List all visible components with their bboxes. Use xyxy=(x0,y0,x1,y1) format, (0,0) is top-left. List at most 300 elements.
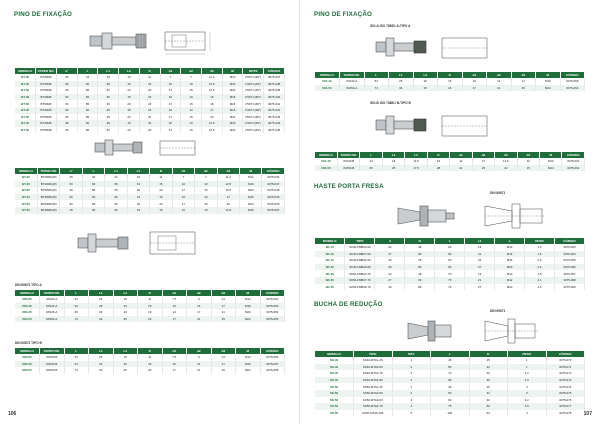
table-cell: 3 xyxy=(392,397,431,404)
table-header-cell: d2 xyxy=(195,168,217,174)
table-cell: 85 xyxy=(77,100,98,107)
table-cell: 19 xyxy=(113,296,138,303)
table-cell: 15 xyxy=(127,174,149,181)
table-cell: M16 xyxy=(222,107,243,114)
table-cell: 35 xyxy=(105,207,127,214)
table-cell: 35 xyxy=(98,120,119,127)
table-cell: 16.5 xyxy=(201,87,222,94)
table-row xyxy=(15,207,285,214)
table-cell: 48 xyxy=(405,244,435,251)
table-cell: M10 xyxy=(495,244,525,251)
table-cell: 60 xyxy=(431,397,470,404)
table-cell: 3075-074 xyxy=(546,383,585,390)
table-cell: 20 xyxy=(113,303,138,310)
table-cell: M16 xyxy=(222,120,243,127)
table-cell: M16 xyxy=(236,303,261,310)
table-cell: 10 xyxy=(181,94,202,101)
table-cell: 35 xyxy=(105,194,127,201)
table-cell: 10 xyxy=(160,107,181,114)
table-row xyxy=(15,309,285,316)
table-cell: DIN50-B xyxy=(40,367,65,374)
table-cell: 105 xyxy=(431,410,470,417)
table-cell: DIN40-A xyxy=(40,303,65,310)
table-cell: SK50-MTA1-45 xyxy=(354,383,393,390)
table-cell: BT50MK xyxy=(36,87,57,94)
table-cell: BT-40 xyxy=(15,194,37,201)
table-cell: 10 xyxy=(517,158,539,165)
table-header-cell: d3 xyxy=(201,68,222,74)
table-cell: M16 xyxy=(536,78,561,85)
din-type-a-table xyxy=(15,290,285,322)
table-cell: 24 xyxy=(89,354,114,361)
table-cell: 25 xyxy=(469,383,508,390)
table-header-cell: d2 xyxy=(472,152,494,158)
table-cell: 65 xyxy=(64,309,89,316)
table-cell: BT-50 xyxy=(15,187,37,194)
table-row xyxy=(315,165,585,172)
table-cell: 17 xyxy=(172,187,194,194)
table-cell: 15 xyxy=(181,127,202,134)
table-cell: M16 xyxy=(222,81,243,88)
table-cell: SK40-FMB40-60 xyxy=(345,264,375,271)
table-cell: BT40MK(W) xyxy=(37,194,59,201)
table-cell: BT-50 xyxy=(15,87,36,94)
table-cell: SK-40 xyxy=(315,244,345,251)
table-cell: 3075-065 xyxy=(555,257,585,264)
table-cell: SK-40 xyxy=(315,264,345,271)
iso-b-drawing xyxy=(370,106,500,146)
table-header-cell: d2 xyxy=(187,290,212,296)
table-header-cell: L xyxy=(64,290,89,296)
table-header-cell: L1 xyxy=(465,238,495,244)
haste-drawing xyxy=(390,196,560,236)
table-row xyxy=(15,74,285,81)
table-row xyxy=(15,87,285,94)
table-cell: BT-40 xyxy=(15,81,36,88)
table-cell: 3075-075 xyxy=(546,390,585,397)
table-cell: 45 xyxy=(56,127,77,134)
pull-stud-table-1 xyxy=(15,68,285,133)
din-type-b-label: DIN 69872 TIPO B xyxy=(15,341,42,345)
table-cell: 40 xyxy=(469,370,508,377)
table-header-cell: MODELO xyxy=(15,168,37,174)
table-cell: M16 xyxy=(540,158,562,165)
table-cell: SK50-FMB40-70 xyxy=(345,284,375,291)
table-cell: BT-40 xyxy=(15,207,37,214)
table-cell: 4 xyxy=(392,403,431,410)
table-cell: 12.5 xyxy=(217,181,239,188)
table-cell: 17 xyxy=(217,194,239,201)
table-cell: BT50MK xyxy=(36,114,57,121)
table-cell: M24 xyxy=(240,200,262,207)
table-cell: 25 xyxy=(113,367,138,374)
table-cell: 3 xyxy=(508,383,547,390)
table-cell: 3075-051 xyxy=(262,207,285,214)
table-cell: 45 xyxy=(56,120,77,127)
table-cell: M24 xyxy=(536,85,561,92)
table-cell: 3075-050 xyxy=(262,200,285,207)
table-cell: BT-50 xyxy=(15,200,37,207)
table-cell: 20 xyxy=(201,114,222,121)
table-cell: DIN40-B xyxy=(40,361,65,368)
pull-stud-drawing-1 xyxy=(80,22,230,62)
table-cell: 23 xyxy=(139,87,160,94)
table-header-cell: M xyxy=(240,168,262,174)
table-cell: SK-50 xyxy=(315,284,345,291)
table-cell: 23 xyxy=(139,100,160,107)
table-cell: SK-50 xyxy=(315,390,354,397)
table-cell: 21 xyxy=(465,277,495,284)
table-cell: BT50MK(W) xyxy=(37,200,59,207)
table-header-cell: d2 xyxy=(187,348,212,354)
table-cell: 3075-078 xyxy=(546,410,585,417)
table-cell: ISO40-B xyxy=(337,158,359,165)
table-cell: ISO-40 xyxy=(315,78,340,85)
table-header-cell: M xyxy=(222,68,243,74)
table-cell: 21 xyxy=(187,367,212,374)
table-cell: 60 xyxy=(60,181,82,188)
table-cell: M12 xyxy=(240,174,262,181)
table-cell: 10 xyxy=(181,81,202,88)
table-cell: SK-50 xyxy=(315,410,354,417)
table-cell: 63 xyxy=(469,410,508,417)
table-header-cell: TAPER NO. xyxy=(36,68,57,74)
table-cell: 21 xyxy=(211,309,236,316)
table-cell: 10 xyxy=(160,94,181,101)
table-cell: 89 xyxy=(405,264,435,271)
table-header-cell: L1 xyxy=(98,68,119,74)
table-cell: 3075-073 xyxy=(546,377,585,384)
table-cell: 15 xyxy=(438,78,463,85)
table-cell: 54 xyxy=(64,361,89,368)
table-cell: 27 xyxy=(465,284,495,291)
table-cell: 3075-039 xyxy=(264,87,285,94)
table-cell: 17 xyxy=(472,158,494,165)
table-cell: 2 xyxy=(392,390,431,397)
haste-din-label: DIN 69871 xyxy=(490,191,506,195)
table-cell: 2.4 xyxy=(525,264,555,271)
table-cell: 17 xyxy=(211,361,236,368)
table-header-cell: MODELO xyxy=(315,152,337,158)
table-cell: 15 xyxy=(119,74,140,81)
table-cell: M20 xyxy=(495,264,525,271)
table-cell: 20 xyxy=(119,127,140,134)
table-cell: 15 xyxy=(181,100,202,107)
table-cell: SK40-FMB32-60 xyxy=(345,257,375,264)
table-header-cell: L xyxy=(360,152,382,158)
table-body xyxy=(15,174,285,214)
table-cell: 15 xyxy=(119,107,140,114)
table-header-cell: L2 xyxy=(413,72,438,78)
table-header-cell: TAPER NO. xyxy=(40,348,65,354)
table-cell: 15 xyxy=(127,181,149,188)
table-body xyxy=(15,296,285,322)
table-row xyxy=(315,257,585,264)
table-header-cell: L2 xyxy=(405,152,427,158)
table-cell: 17 xyxy=(160,127,181,134)
table-header-cell: D xyxy=(138,290,163,296)
table-cell: DIN-40 xyxy=(15,303,40,310)
table-cell: 3075-038 xyxy=(264,81,285,88)
table-cell: 25 xyxy=(113,316,138,323)
table-row xyxy=(315,264,585,271)
table-cell: 20 xyxy=(119,100,140,107)
table-cell: 7 xyxy=(172,174,194,181)
table-header-cell: CÓDIGO xyxy=(562,152,585,158)
table-header-cell: MODELO xyxy=(15,290,40,296)
table-cell: 70 xyxy=(431,370,470,377)
table-body xyxy=(315,357,585,416)
page-number-left: 106 xyxy=(8,411,17,417)
table-cell: BT-30 xyxy=(15,174,37,181)
table-cell: P50T-1(90°) xyxy=(243,114,264,121)
table-cell: 23 xyxy=(113,309,138,316)
table-cell: BT-40 xyxy=(15,181,37,188)
table-cell: M12 xyxy=(222,74,243,81)
table-cell: 25 xyxy=(211,367,236,374)
table-cell: DIN50-A xyxy=(40,316,65,323)
table-cell: DIN-40 xyxy=(15,361,40,368)
table-cell: 4.6 xyxy=(525,284,555,291)
table-row xyxy=(15,194,285,201)
table-header-cell: MODELO xyxy=(15,68,36,74)
table-cell: SK-40 xyxy=(315,364,354,371)
table-cell: DIN-50 xyxy=(15,367,40,374)
table-cell: 45 xyxy=(56,81,77,88)
table-row xyxy=(315,251,585,258)
table-cell: 3075-040 xyxy=(264,94,285,101)
table-body xyxy=(15,74,285,133)
table-cell: 95 xyxy=(431,377,470,384)
table-row xyxy=(315,85,585,92)
table-cell: 27 xyxy=(375,251,405,258)
table-header-cell: L xyxy=(435,238,465,244)
table-cell: M12 xyxy=(495,251,525,258)
table-cell: P40T-1(90°) xyxy=(243,107,264,114)
table-cell: 17 xyxy=(172,200,194,207)
table-cell: 7 xyxy=(181,74,202,81)
table-row xyxy=(15,316,285,323)
table-cell: 90 xyxy=(60,200,82,207)
table-cell: 1 xyxy=(392,383,431,390)
table-cell: 23 xyxy=(438,85,463,92)
table-cell: 1 xyxy=(508,357,547,364)
table-cell: 11.5 xyxy=(405,158,427,165)
table-row xyxy=(315,377,585,384)
table-cell: 34 xyxy=(89,367,114,374)
table-row xyxy=(315,244,585,251)
table-header-cell: L2 xyxy=(113,290,138,296)
table-header-cell: TAPER NO. xyxy=(337,152,359,158)
table-cell: 13 xyxy=(211,296,236,303)
table-cell: 25 xyxy=(472,165,494,172)
table-cell: SK-40 xyxy=(315,370,354,377)
table-cell: 54 xyxy=(364,78,389,85)
table-cell: 19 xyxy=(465,270,495,277)
table-cell: 10 xyxy=(195,181,217,188)
table-row xyxy=(315,277,585,284)
table-cell: SK-50 xyxy=(315,397,354,404)
table-cell: 70 xyxy=(435,277,465,284)
pull-stud-table-2 xyxy=(15,168,285,214)
table-cell: BT40MK(W) xyxy=(37,207,59,214)
table-cell: 28 xyxy=(427,165,449,172)
table-cell: DIN45-A xyxy=(40,309,65,316)
table-cell: 11 xyxy=(150,174,172,181)
table-cell: 10 xyxy=(181,107,202,114)
table-cell: 60 xyxy=(56,74,77,81)
table-cell: 26 xyxy=(89,361,114,368)
iso-b-table xyxy=(315,152,585,171)
table-cell: 1 xyxy=(392,357,431,364)
table-cell: 15 xyxy=(127,207,149,214)
table-cell: 74 xyxy=(364,85,389,92)
table-cell: 3075-056 xyxy=(260,354,285,361)
haste-section-title: HASTE PORTA FRESA xyxy=(314,183,384,190)
table-cell: 14 xyxy=(162,309,187,316)
page-number-right: 107 xyxy=(583,411,592,417)
table-cell: 85 xyxy=(82,200,104,207)
bucha-table xyxy=(315,351,585,416)
table-cell: 23 xyxy=(150,187,172,194)
table-cell: 15 xyxy=(127,194,149,201)
table-cell: 10 xyxy=(181,120,202,127)
table-cell: SK-40 xyxy=(315,357,354,364)
table-cell: ISO-50 xyxy=(315,85,340,92)
table-body xyxy=(315,78,585,91)
table-cell: 4.1 xyxy=(525,277,555,284)
table-header-cell: a xyxy=(495,238,525,244)
table-cell: 7.5 xyxy=(162,296,187,303)
table-cell: 1 xyxy=(508,364,547,371)
table-cell: M16 xyxy=(240,181,262,188)
table-cell: M12 xyxy=(236,296,261,303)
table-cell: BT-30 xyxy=(15,74,36,81)
table-cell: 3075-068 xyxy=(555,277,585,284)
table-header-cell: MODELO xyxy=(15,348,40,354)
table-cell: BT30MK xyxy=(36,74,57,81)
table-cell: 45 xyxy=(431,357,470,364)
table-cell: SK-40 xyxy=(315,377,354,384)
table-header-cell: α° xyxy=(60,168,82,174)
table-body xyxy=(15,354,285,374)
table-cell: 23 xyxy=(138,367,163,374)
table-cell: 3075-059 xyxy=(560,78,585,85)
table-row xyxy=(315,357,585,364)
iso-a-drawing xyxy=(370,30,500,68)
table-cell: 15 xyxy=(181,87,202,94)
table-cell: 9 xyxy=(187,354,212,361)
table-cell: 26 xyxy=(89,303,114,310)
table-cell: 15 xyxy=(139,81,160,88)
table-cell: 12.5 xyxy=(201,120,222,127)
din-type-b-table xyxy=(15,348,285,374)
table-cell: 19 xyxy=(138,309,163,316)
table-cell: M24 xyxy=(240,187,262,194)
table-cell: 19 xyxy=(465,244,495,251)
table-cell: 25 xyxy=(382,165,404,172)
table-cell: ISO-40 xyxy=(315,158,337,165)
table-cell: 15 xyxy=(139,120,160,127)
table-cell: 70 xyxy=(435,270,465,277)
table-row xyxy=(315,390,585,397)
table-header-cell: d4 xyxy=(517,152,539,158)
table-cell: 25 xyxy=(413,85,438,92)
table-cell: 3075-060 xyxy=(560,85,585,92)
table-cell: ISO-50 xyxy=(315,165,337,172)
table-cell: 23 xyxy=(139,127,160,134)
table-cell: 13 xyxy=(211,354,236,361)
table-cell: 50 xyxy=(431,390,470,397)
table-cell: P30T-1(45°) xyxy=(243,74,264,81)
table-cell: 20 xyxy=(119,114,140,121)
table-row xyxy=(315,78,585,85)
table-cell: 3075-071 xyxy=(546,364,585,371)
table-cell: 65 xyxy=(360,165,382,172)
table-cell: M10 xyxy=(495,270,525,277)
table-cell: 15 xyxy=(150,207,172,214)
iso-a-label: ISO-A ISO 7388/1 A-TIPO A xyxy=(370,24,411,28)
table-cell: 7.5 xyxy=(162,354,187,361)
table-cell: 3075-052 xyxy=(260,296,285,303)
table-cell: 15 xyxy=(138,303,163,310)
table-cell: 7 xyxy=(195,174,217,181)
table-cell: 3.5 xyxy=(508,403,547,410)
table-header-cell: L2 xyxy=(119,68,140,74)
table-cell: 3075-062 xyxy=(562,165,585,172)
table-cell: 16.5 xyxy=(201,127,222,134)
table-cell: 24 xyxy=(465,257,495,264)
table-cell: 75 xyxy=(431,403,470,410)
table-cell: 85 xyxy=(77,127,98,134)
table-cell: 15 xyxy=(119,94,140,101)
table-cell: 1.6 xyxy=(508,377,547,384)
table-row xyxy=(15,174,285,181)
table-row xyxy=(15,100,285,107)
table-cell: 32 xyxy=(375,257,405,264)
table-cell: 12.5 xyxy=(201,81,222,88)
table-row xyxy=(315,383,585,390)
table-cell: SK40-MTA4-95 xyxy=(354,377,393,384)
table-row xyxy=(315,397,585,404)
table-header-cell: PESO xyxy=(508,351,547,357)
table-cell: M16 xyxy=(222,94,243,101)
table-header-cell: d2 xyxy=(181,68,202,74)
table-cell: 3075-077 xyxy=(546,403,585,410)
table-cell: M16 xyxy=(240,194,262,201)
table-cell: 60 xyxy=(435,257,465,264)
table-cell: 25 xyxy=(511,85,536,92)
table-cell: 15 xyxy=(517,165,539,172)
table-cell: 60 xyxy=(56,100,77,107)
table-header-cell: PESO xyxy=(525,238,555,244)
table-cell: 35 xyxy=(98,107,119,114)
table-cell: 4 xyxy=(392,377,431,384)
table-cell: 60 xyxy=(82,194,104,201)
bucha-drawing xyxy=(400,313,550,349)
table-cell: 2 xyxy=(392,364,431,371)
table-cell: DIN-30 xyxy=(15,354,40,361)
table-cell: 27 xyxy=(465,264,495,271)
iso-a-table xyxy=(315,72,585,91)
table-cell: ISO50-A xyxy=(340,85,365,92)
table-cell: 44 xyxy=(82,174,104,181)
table-cell: M24 xyxy=(222,127,243,134)
table-cell: 3075-072 xyxy=(546,370,585,377)
table-header-cell: L2 xyxy=(127,168,149,174)
table-cell: SK-50 xyxy=(315,277,345,284)
table-cell: 3075-049 xyxy=(262,194,285,201)
